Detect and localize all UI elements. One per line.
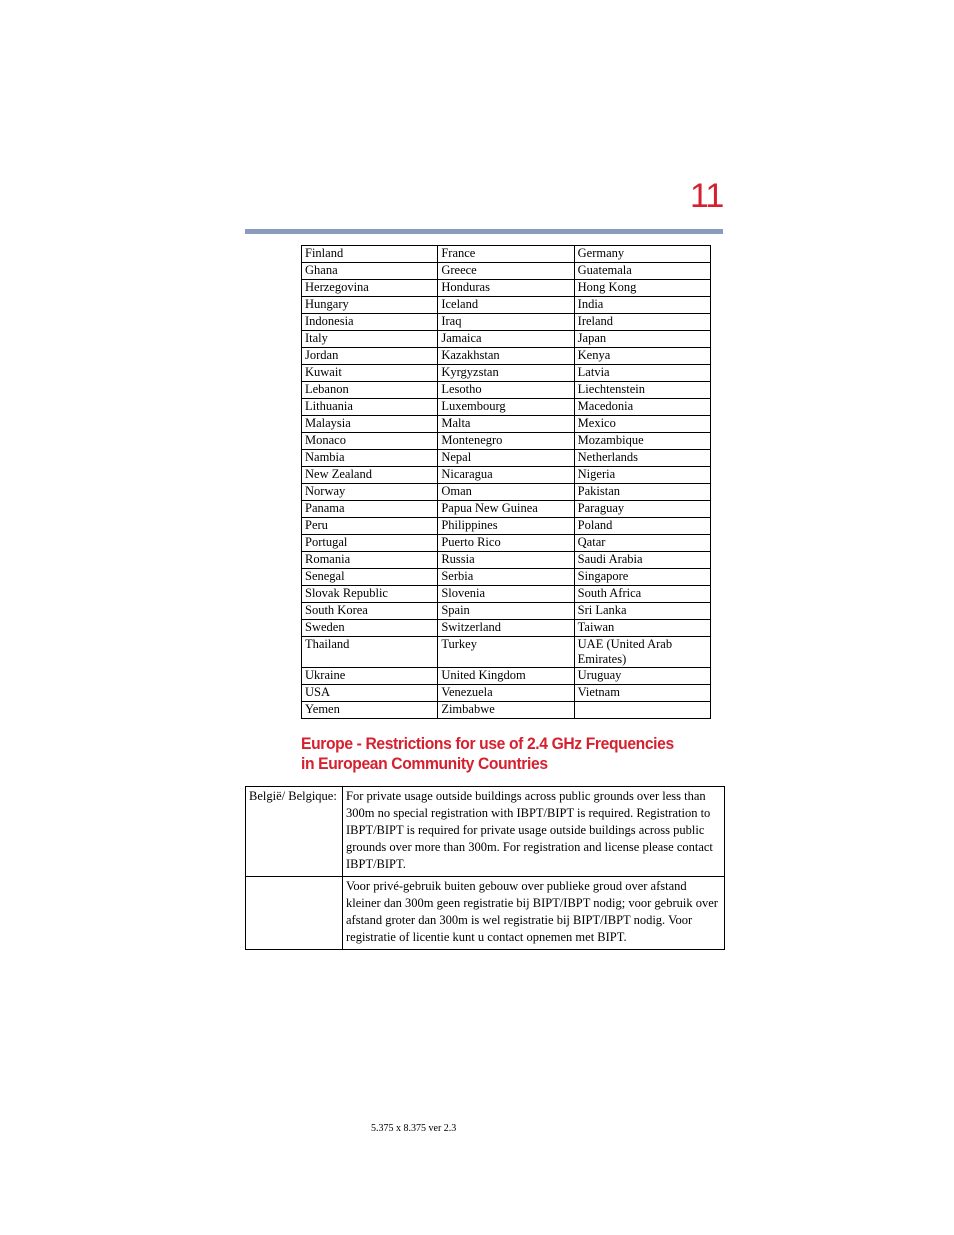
country-cell: Kenya	[574, 348, 710, 365]
country-cell: Yemen	[302, 702, 438, 719]
country-cell: Zimbabwe	[438, 702, 574, 719]
country-cell: Hungary	[302, 297, 438, 314]
country-cell: Indonesia	[302, 314, 438, 331]
country-cell: Russia	[438, 552, 574, 569]
country-cell: Saudi Arabia	[574, 552, 710, 569]
country-cell: Germany	[574, 246, 710, 263]
country-cell: Luxembourg	[438, 399, 574, 416]
table-row	[302, 552, 711, 569]
country-cell: Malaysia	[302, 416, 438, 433]
country-cell: Nepal	[438, 450, 574, 467]
country-cell: Lithuania	[302, 399, 438, 416]
country-cell: Oman	[438, 484, 574, 501]
table-row	[302, 535, 711, 552]
header-rule	[245, 229, 723, 234]
regulations-text: Voor privé-gebruik buiten gebouw over publieke groud over afstand kleiner dan 300m geen registratie bij BIPT/IBPT nodig; voor gebruik over afstand groter dan 300m is wel registratie bij BIPT/IBPT nodig. Voor registratie of licentie kunt u contact opnemen met BIPT.	[343, 877, 725, 950]
country-cell: Norway	[302, 484, 438, 501]
page-number: 11	[690, 177, 724, 215]
country-cell: Guatemala	[574, 263, 710, 280]
country-cell: Latvia	[574, 365, 710, 382]
table-row	[302, 501, 711, 518]
table-row	[302, 433, 711, 450]
country-cell: Mozambique	[574, 433, 710, 450]
country-cell: Mexico	[574, 416, 710, 433]
regulations-row	[246, 877, 725, 950]
table-row	[302, 467, 711, 484]
country-cell: India	[574, 297, 710, 314]
country-cell: Finland	[302, 246, 438, 263]
country-cell: Kuwait	[302, 365, 438, 382]
table-row	[302, 484, 711, 501]
table-row	[302, 518, 711, 535]
table-row	[302, 297, 711, 314]
country-cell: Iceland	[438, 297, 574, 314]
country-cell: USA	[302, 685, 438, 702]
country-cell: Spain	[438, 603, 574, 620]
country-cell: Macedonia	[574, 399, 710, 416]
table-row	[302, 702, 711, 719]
country-cell: Italy	[302, 331, 438, 348]
country-cell: Iraq	[438, 314, 574, 331]
regulations-country: België/ Belgique:	[246, 787, 343, 877]
country-cell: Jamaica	[438, 331, 574, 348]
table-row	[302, 416, 711, 433]
regulations-table	[245, 786, 725, 950]
country-cell: France	[438, 246, 574, 263]
country-cell: Sweden	[302, 620, 438, 637]
country-cell: Netherlands	[574, 450, 710, 467]
country-cell: Honduras	[438, 280, 574, 297]
country-cell: Slovenia	[438, 586, 574, 603]
country-cell: Philippines	[438, 518, 574, 535]
country-cell: Taiwan	[574, 620, 710, 637]
regulations-row	[246, 787, 725, 877]
country-cell: Portugal	[302, 535, 438, 552]
country-cell: Singapore	[574, 569, 710, 586]
country-cell: Lebanon	[302, 382, 438, 399]
table-row	[302, 603, 711, 620]
table-row	[302, 246, 711, 263]
country-cell: Switzerland	[438, 620, 574, 637]
country-cell: Ireland	[574, 314, 710, 331]
country-cell: Thailand	[302, 637, 438, 668]
country-cell: UAE (United Arab Emirates)	[574, 637, 710, 668]
table-row	[302, 314, 711, 331]
country-cell: Venezuela	[438, 685, 574, 702]
country-cell: Kyrgyzstan	[438, 365, 574, 382]
country-table	[301, 245, 711, 719]
country-cell: Ghana	[302, 263, 438, 280]
table-row	[302, 382, 711, 399]
table-row	[302, 685, 711, 702]
country-cell: Papua New Guinea	[438, 501, 574, 518]
country-cell: Liechtenstein	[574, 382, 710, 399]
table-row	[302, 620, 711, 637]
table-row	[302, 586, 711, 603]
country-cell: Uruguay	[574, 668, 710, 685]
country-cell: Lesotho	[438, 382, 574, 399]
country-cell: United Kingdom	[438, 668, 574, 685]
country-cell: Turkey	[438, 637, 574, 668]
country-cell: Hong Kong	[574, 280, 710, 297]
country-cell: Jordan	[302, 348, 438, 365]
table-row	[302, 348, 711, 365]
country-cell: Panama	[302, 501, 438, 518]
country-cell: Peru	[302, 518, 438, 535]
country-cell: Vietnam	[574, 685, 710, 702]
country-cell: Senegal	[302, 569, 438, 586]
table-row	[302, 280, 711, 297]
country-cell: New Zealand	[302, 467, 438, 484]
country-cell: Nambia	[302, 450, 438, 467]
footer-version: 5.375 x 8.375 ver 2.3	[371, 1123, 457, 1134]
country-cell: Pakistan	[574, 484, 710, 501]
regulations-country	[246, 877, 343, 950]
country-cell: South Korea	[302, 603, 438, 620]
country-cell: Japan	[574, 331, 710, 348]
country-table-body	[302, 246, 711, 719]
country-cell: Herzegovina	[302, 280, 438, 297]
table-row	[302, 399, 711, 416]
table-row	[302, 263, 711, 280]
country-cell: Malta	[438, 416, 574, 433]
country-cell: Montenegro	[438, 433, 574, 450]
country-cell: Romania	[302, 552, 438, 569]
table-row	[302, 450, 711, 467]
table-row	[302, 668, 711, 685]
country-cell: Paraguay	[574, 501, 710, 518]
table-row	[302, 365, 711, 382]
country-cell: Sri Lanka	[574, 603, 710, 620]
country-cell: Nigeria	[574, 467, 710, 484]
country-cell: Kazakhstan	[438, 348, 574, 365]
country-cell: Qatar	[574, 535, 710, 552]
country-cell: Slovak Republic	[302, 586, 438, 603]
regulations-text: For private usage outside buildings across public grounds over less than 300m no special registration with IBPT/BIPT is required. Registration to IBPT/BIPT is required for private usage outside buildings across public grounds over more than 300m. For registration and license please contact IBPT/BIPT.	[343, 787, 725, 877]
table-row	[302, 637, 711, 668]
country-cell: Serbia	[438, 569, 574, 586]
country-cell: Poland	[574, 518, 710, 535]
country-cell: Ukraine	[302, 668, 438, 685]
country-cell: Greece	[438, 263, 574, 280]
country-cell	[574, 702, 710, 719]
table-row	[302, 331, 711, 348]
country-cell: Puerto Rico	[438, 535, 574, 552]
country-cell: Nicaragua	[438, 467, 574, 484]
country-cell: South Africa	[574, 586, 710, 603]
table-row	[302, 569, 711, 586]
country-cell: Monaco	[302, 433, 438, 450]
section-heading: Europe - Restrictions for use of 2.4 GHz Frequencies in European Community Countries	[301, 734, 674, 773]
